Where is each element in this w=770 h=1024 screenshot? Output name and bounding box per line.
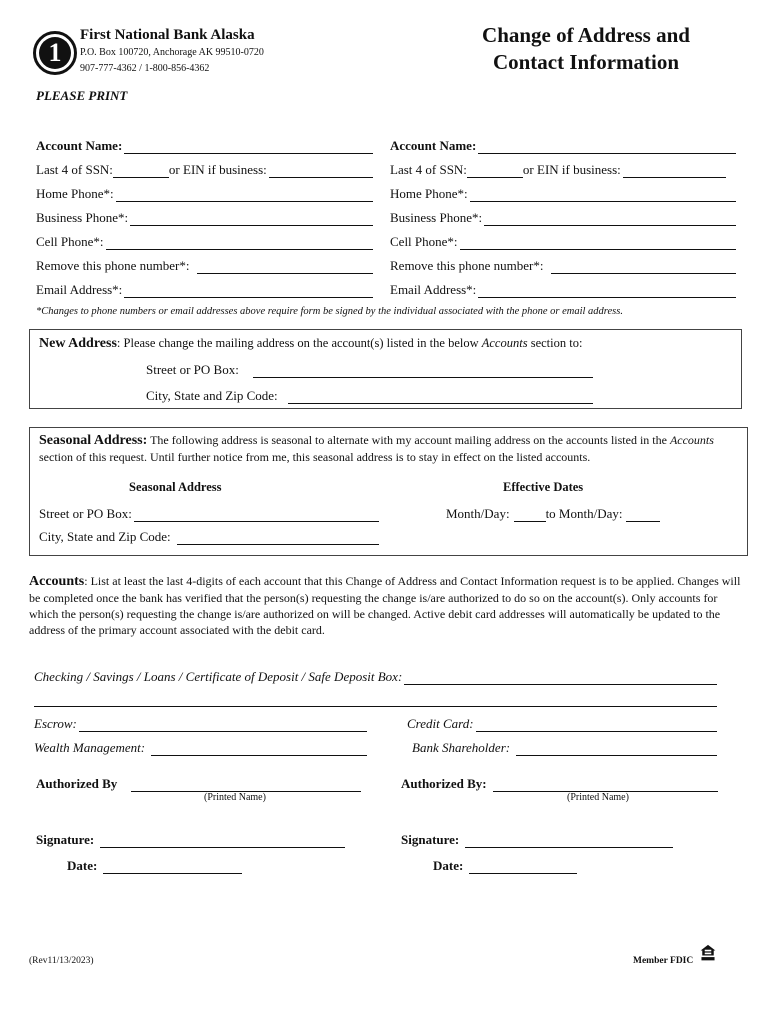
cell-phone-field-left[interactable] — [36, 234, 373, 250]
phone-email-footnote: *Changes to phone numbers or email addresses above require form be signed by the individual associated with the phone or email address. — [36, 306, 623, 317]
wealth-management-label: Wealth Management: — [34, 740, 146, 755]
email-field-right[interactable] — [390, 282, 736, 298]
please-print-note: PLEASE PRINT — [36, 88, 128, 103]
new-street-label: Street or PO Box: — [146, 362, 239, 377]
document-title — [456, 22, 716, 76]
seasonal-street-field[interactable] — [39, 506, 379, 522]
business-phone-field-left[interactable] — [36, 210, 373, 226]
remove-phone-label: Remove this phone number*: — [390, 258, 544, 273]
account-name-label: Account Name: — [390, 138, 477, 153]
seasonal-street-label: Street or PO Box: — [39, 506, 132, 521]
signature-field-left[interactable] — [36, 832, 345, 848]
accounts-intro: Accounts: List at least the last 4-digits of each account that this Change of Address and Contact Information request is to be applied. Changes will be completed once the bank has verified that the person(s) requesting the change is/are authorized to do so on the account(s). Only accounts for which the person(s) requesting the change is/are authorized on will be changed. Active debit card addresses will automatically be updated to the address of the primary account associated with the debit card. — [29, 574, 741, 637]
home-phone-field-right[interactable] — [390, 186, 736, 202]
signature-field-right[interactable] — [401, 832, 673, 848]
escrow-label: Escrow: — [34, 716, 77, 731]
signature-label: Signature: — [36, 832, 95, 847]
account-name-label: Account Name: — [36, 138, 123, 153]
authorized-by-field-right[interactable] — [401, 776, 718, 792]
remove-phone-field-right[interactable] — [390, 258, 736, 274]
month-day-label: Month/Day: — [446, 506, 510, 521]
cell-phone-label: Cell Phone*: — [36, 234, 104, 249]
credit-card-label: Credit Card: — [407, 716, 474, 731]
home-phone-label: Home Phone*: — [36, 186, 114, 201]
bank-phones: 907-777-4362 / 1-800-856-4362 — [80, 63, 210, 74]
title-line-1: Change of Address and — [482, 23, 690, 47]
date-field-right[interactable] — [433, 858, 577, 874]
bank-address: P.O. Box 100720, Anchorage AK 99510-0720 — [80, 47, 264, 58]
effective-dates-column-header: Effective Dates — [503, 480, 584, 494]
home-phone-field-left[interactable] — [36, 186, 373, 202]
bank-name: First National Bank Alaska — [80, 27, 255, 43]
revision-date: (Rev11/13/2023) — [29, 956, 94, 966]
ein-label: or EIN if business: — [522, 162, 621, 177]
seasonal-heading: Seasonal Address: — [39, 433, 148, 448]
authorized-by-label: Authorized By: — [401, 776, 487, 791]
bank-logo — [33, 31, 77, 75]
account-types-label: Checking / Savings / Loans / Certificate of Deposit / Safe Deposit Box: — [34, 669, 403, 684]
cell-phone-label: Cell Phone*: — [390, 234, 458, 249]
credit-card-field[interactable] — [407, 716, 717, 732]
seasonal-intro: Seasonal Address: The following address is seasonal to alternate with my account mailing address on the accounts listed in the Accounts section of this request. Until further notice from me, this seasonal address is to stay in effect on the listed accounts. — [39, 433, 714, 464]
title-line-2: Contact Information — [492, 50, 680, 74]
account-name-field-left[interactable] — [36, 138, 373, 154]
printed-name-caption-left: (Printed Name) — [204, 792, 266, 803]
business-phone-label: Business Phone*: — [390, 210, 483, 225]
email-field-left[interactable] — [36, 282, 373, 298]
ssn-label: Last 4 of SSN: — [390, 162, 467, 177]
account-types-field[interactable] — [34, 669, 717, 685]
seasonal-address-section — [29, 427, 748, 556]
business-phone-field-right[interactable] — [390, 210, 736, 226]
logo-numeral: 1 — [39, 37, 71, 69]
member-fdic: Member FDIC — [633, 956, 694, 966]
ssn-ein-field-right[interactable] — [390, 162, 726, 178]
escrow-field[interactable] — [34, 716, 367, 732]
home-phone-label: Home Phone*: — [390, 186, 468, 201]
ssn-label: Last 4 of SSN: — [36, 162, 113, 177]
date-field-left[interactable] — [67, 858, 242, 874]
equal-housing-lender-icon — [699, 944, 717, 967]
seasonal-city-label: City, State and Zip Code: — [39, 529, 171, 544]
seasonal-address-column-header: Seasonal Address — [129, 480, 222, 494]
account-types-extra-line[interactable] — [34, 706, 717, 707]
cell-phone-field-right[interactable] — [390, 234, 736, 250]
new-address-heading: New Address — [39, 336, 117, 351]
new-street-field[interactable] — [146, 362, 593, 378]
account-name-field-right[interactable] — [390, 138, 736, 154]
printed-name-caption-right: (Printed Name) — [567, 792, 629, 803]
remove-phone-label: Remove this phone number*: — [36, 258, 190, 273]
ein-label: or EIN if business: — [168, 162, 267, 177]
ssn-ein-field-left[interactable] — [36, 162, 373, 178]
authorized-by-label: Authorized By — [36, 776, 118, 791]
signature-label: Signature: — [401, 832, 460, 847]
new-city-label: City, State and Zip Code: — [146, 388, 278, 403]
bank-shareholder-field[interactable] — [412, 740, 717, 756]
date-label: Date: — [433, 858, 464, 873]
effective-dates-field[interactable] — [446, 506, 678, 522]
authorized-by-field-left[interactable] — [36, 776, 361, 792]
email-label: Email Address*: — [390, 282, 477, 297]
bank-shareholder-label: Bank Shareholder: — [412, 740, 511, 755]
seasonal-city-field[interactable] — [39, 529, 379, 545]
email-label: Email Address*: — [36, 282, 123, 297]
new-address-intro: New Address: Please change the mailing address on the account(s) listed in the below Accounts section to: — [39, 336, 583, 351]
business-phone-label: Business Phone*: — [36, 210, 129, 225]
accounts-heading: Accounts — [29, 574, 85, 589]
to-month-day-label: to Month/Day: — [545, 506, 623, 521]
date-label: Date: — [67, 858, 98, 873]
new-address-section — [29, 329, 742, 409]
wealth-management-field[interactable] — [34, 740, 367, 756]
remove-phone-field-left[interactable] — [36, 258, 373, 274]
new-city-field[interactable] — [146, 388, 593, 404]
